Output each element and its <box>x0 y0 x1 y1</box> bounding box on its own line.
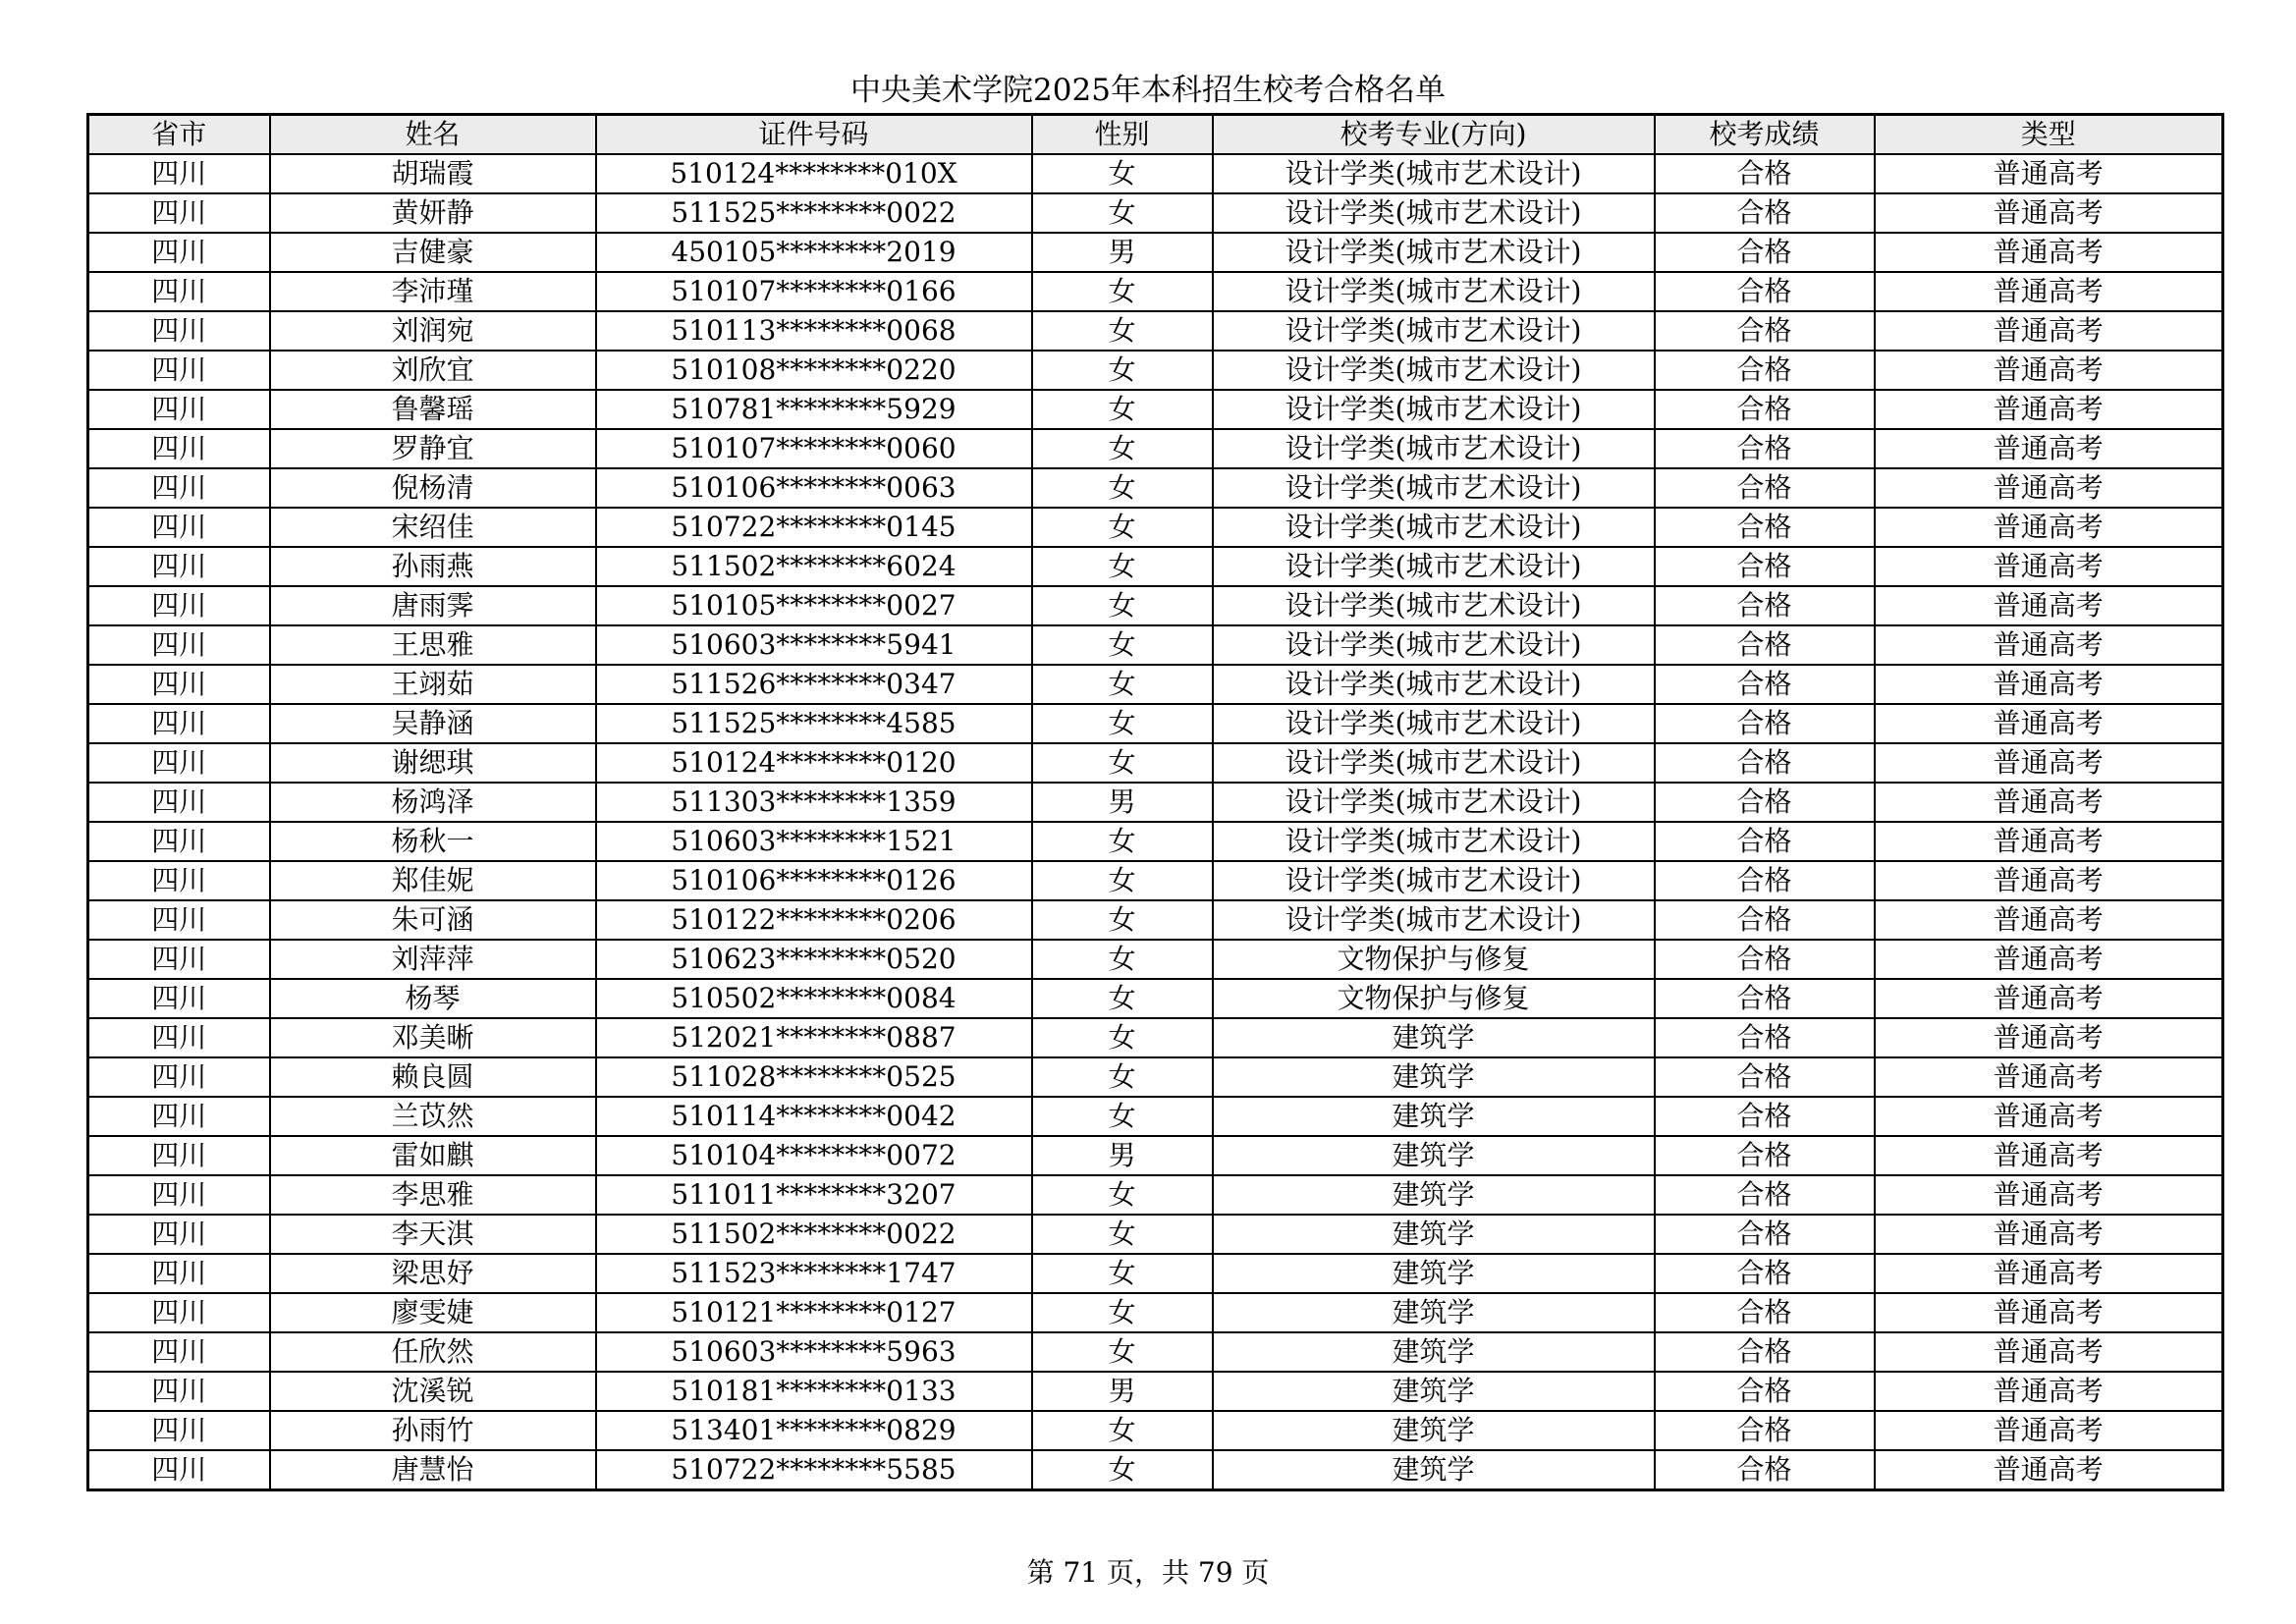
province-cell: 四川 <box>88 1372 270 1411</box>
result-cell: 合格 <box>1655 783 1875 822</box>
gender-cell: 女 <box>1032 1450 1213 1490</box>
name-cell: 杨鸿泽 <box>270 783 596 822</box>
result-cell: 合格 <box>1655 940 1875 979</box>
major-cell: 设计学类(城市艺术设计) <box>1213 233 1655 272</box>
result-cell: 合格 <box>1655 1136 1875 1175</box>
id-number-cell: 510107********0166 <box>596 272 1032 311</box>
name-cell: 倪杨清 <box>270 468 596 508</box>
province-cell: 四川 <box>88 704 270 743</box>
gender-cell: 女 <box>1032 1057 1213 1097</box>
id-number-cell: 510781********5929 <box>596 390 1032 429</box>
gender-cell: 女 <box>1032 1018 1213 1057</box>
result-cell: 合格 <box>1655 704 1875 743</box>
major-cell: 设计学类(城市艺术设计) <box>1213 351 1655 390</box>
province-cell: 四川 <box>88 665 270 704</box>
province-cell: 四川 <box>88 547 270 586</box>
table-row <box>88 193 2223 233</box>
gender-cell: 男 <box>1032 1372 1213 1411</box>
id-number-cell: 510722********0145 <box>596 508 1032 547</box>
result-cell: 合格 <box>1655 1057 1875 1097</box>
gender-cell: 女 <box>1032 468 1213 508</box>
province-cell: 四川 <box>88 743 270 783</box>
province-cell: 四川 <box>88 233 270 272</box>
gender-cell: 女 <box>1032 979 1213 1018</box>
name-cell: 沈溪锐 <box>270 1372 596 1411</box>
type-cell: 普通高考 <box>1875 783 2223 822</box>
column-header-gender: 性别 <box>1032 115 1213 155</box>
result-cell: 合格 <box>1655 1097 1875 1136</box>
type-cell: 普通高考 <box>1875 1215 2223 1254</box>
id-number-cell: 510104********0072 <box>596 1136 1032 1175</box>
gender-cell: 女 <box>1032 272 1213 311</box>
result-cell: 合格 <box>1655 351 1875 390</box>
column-header-result: 校考成绩 <box>1655 115 1875 155</box>
major-cell: 建筑学 <box>1213 1332 1655 1372</box>
name-cell: 李沛瑾 <box>270 272 596 311</box>
name-cell: 吉健豪 <box>270 233 596 272</box>
type-cell: 普通高考 <box>1875 704 2223 743</box>
result-cell: 合格 <box>1655 508 1875 547</box>
table-row <box>88 743 2223 783</box>
type-cell: 普通高考 <box>1875 1372 2223 1411</box>
name-cell: 李思雅 <box>270 1175 596 1215</box>
result-cell: 合格 <box>1655 743 1875 783</box>
table-row <box>88 1215 2223 1254</box>
name-cell: 杨琴 <box>270 979 596 1018</box>
id-number-cell: 510623********0520 <box>596 940 1032 979</box>
id-number-cell: 511028********0525 <box>596 1057 1032 1097</box>
table-row <box>88 1332 2223 1372</box>
table-row <box>88 979 2223 1018</box>
name-cell: 刘萍萍 <box>270 940 596 979</box>
id-number-cell: 510114********0042 <box>596 1097 1032 1136</box>
table-row <box>88 429 2223 468</box>
result-cell: 合格 <box>1655 233 1875 272</box>
id-number-cell: 510181********0133 <box>596 1372 1032 1411</box>
type-cell: 普通高考 <box>1875 1057 2223 1097</box>
result-cell: 合格 <box>1655 1254 1875 1293</box>
province-cell: 四川 <box>88 1293 270 1332</box>
table-row <box>88 1372 2223 1411</box>
type-cell: 普通高考 <box>1875 272 2223 311</box>
type-cell: 普通高考 <box>1875 586 2223 625</box>
table-row <box>88 390 2223 429</box>
id-number-cell: 510106********0126 <box>596 861 1032 900</box>
result-cell: 合格 <box>1655 1332 1875 1372</box>
id-number-cell: 511525********4585 <box>596 704 1032 743</box>
type-cell: 普通高考 <box>1875 468 2223 508</box>
id-number-cell: 510122********0206 <box>596 900 1032 940</box>
province-cell: 四川 <box>88 1215 270 1254</box>
major-cell: 设计学类(城市艺术设计) <box>1213 272 1655 311</box>
province-cell: 四川 <box>88 508 270 547</box>
province-cell: 四川 <box>88 468 270 508</box>
result-cell: 合格 <box>1655 900 1875 940</box>
name-cell: 唐慧怡 <box>270 1450 596 1490</box>
table-row <box>88 586 2223 625</box>
result-cell: 合格 <box>1655 193 1875 233</box>
type-cell: 普通高考 <box>1875 822 2223 861</box>
id-number-cell: 511523********1747 <box>596 1254 1032 1293</box>
id-number-cell: 511526********0347 <box>596 665 1032 704</box>
province-cell: 四川 <box>88 193 270 233</box>
table-row <box>88 1450 2223 1490</box>
name-cell: 赖良圆 <box>270 1057 596 1097</box>
type-cell: 普通高考 <box>1875 743 2223 783</box>
gender-cell: 女 <box>1032 822 1213 861</box>
id-number-cell: 510124********010X <box>596 154 1032 193</box>
id-number-cell: 513401********0829 <box>596 1411 1032 1450</box>
column-header-major: 校考专业(方向) <box>1213 115 1655 155</box>
name-cell: 兰苡然 <box>270 1097 596 1136</box>
major-cell: 建筑学 <box>1213 1057 1655 1097</box>
province-cell: 四川 <box>88 1097 270 1136</box>
result-cell: 合格 <box>1655 979 1875 1018</box>
province-cell: 四川 <box>88 351 270 390</box>
province-cell: 四川 <box>88 1411 270 1450</box>
table-body <box>88 154 2223 1490</box>
type-cell: 普通高考 <box>1875 1411 2223 1450</box>
major-cell: 设计学类(城市艺术设计) <box>1213 193 1655 233</box>
major-cell: 设计学类(城市艺术设计) <box>1213 743 1655 783</box>
id-number-cell: 512021********0887 <box>596 1018 1032 1057</box>
result-cell: 合格 <box>1655 1293 1875 1332</box>
province-cell: 四川 <box>88 822 270 861</box>
id-number-cell: 510106********0063 <box>596 468 1032 508</box>
major-cell: 设计学类(城市艺术设计) <box>1213 468 1655 508</box>
table-row <box>88 1136 2223 1175</box>
type-cell: 普通高考 <box>1875 233 2223 272</box>
province-cell: 四川 <box>88 1450 270 1490</box>
major-cell: 建筑学 <box>1213 1254 1655 1293</box>
major-cell: 设计学类(城市艺术设计) <box>1213 822 1655 861</box>
type-cell: 普通高考 <box>1875 979 2223 1018</box>
province-cell: 四川 <box>88 1254 270 1293</box>
type-cell: 普通高考 <box>1875 547 2223 586</box>
table-header <box>88 115 2223 155</box>
header-row <box>88 115 2223 155</box>
gender-cell: 女 <box>1032 586 1213 625</box>
name-cell: 黄妍静 <box>270 193 596 233</box>
name-cell: 吴静涵 <box>270 704 596 743</box>
type-cell: 普通高考 <box>1875 508 2223 547</box>
result-cell: 合格 <box>1655 1018 1875 1057</box>
id-number-cell: 510722********5585 <box>596 1450 1032 1490</box>
type-cell: 普通高考 <box>1875 861 2223 900</box>
id-number-cell: 510113********0068 <box>596 311 1032 351</box>
table-row <box>88 1411 2223 1450</box>
gender-cell: 女 <box>1032 1332 1213 1372</box>
gender-cell: 女 <box>1032 1097 1213 1136</box>
type-cell: 普通高考 <box>1875 429 2223 468</box>
name-cell: 刘欣宜 <box>270 351 596 390</box>
province-cell: 四川 <box>88 586 270 625</box>
column-header-type: 类型 <box>1875 115 2223 155</box>
major-cell: 文物保护与修复 <box>1213 979 1655 1018</box>
gender-cell: 女 <box>1032 429 1213 468</box>
gender-cell: 女 <box>1032 665 1213 704</box>
result-cell: 合格 <box>1655 547 1875 586</box>
id-number-cell: 510108********0220 <box>596 351 1032 390</box>
table-row <box>88 468 2223 508</box>
id-number-cell: 510603********5941 <box>596 625 1032 665</box>
major-cell: 设计学类(城市艺术设计) <box>1213 154 1655 193</box>
column-header-name: 姓名 <box>270 115 596 155</box>
type-cell: 普通高考 <box>1875 1450 2223 1490</box>
name-cell: 李天淇 <box>270 1215 596 1254</box>
table-row <box>88 351 2223 390</box>
province-cell: 四川 <box>88 783 270 822</box>
name-cell: 唐雨霁 <box>270 586 596 625</box>
table-row <box>88 1293 2223 1332</box>
id-number-cell: 450105********2019 <box>596 233 1032 272</box>
table-row <box>88 1175 2223 1215</box>
gender-cell: 女 <box>1032 940 1213 979</box>
province-cell: 四川 <box>88 429 270 468</box>
type-cell: 普通高考 <box>1875 193 2223 233</box>
type-cell: 普通高考 <box>1875 900 2223 940</box>
name-cell: 刘润宛 <box>270 311 596 351</box>
table-row <box>88 272 2223 311</box>
table-row <box>88 1057 2223 1097</box>
major-cell: 设计学类(城市艺术设计) <box>1213 900 1655 940</box>
result-cell: 合格 <box>1655 1215 1875 1254</box>
id-number-cell: 510603********1521 <box>596 822 1032 861</box>
name-cell: 王翊茹 <box>270 665 596 704</box>
table-row <box>88 783 2223 822</box>
province-cell: 四川 <box>88 979 270 1018</box>
table-row <box>88 547 2223 586</box>
province-cell: 四川 <box>88 272 270 311</box>
document-title: 中央美术学院2025年本科招生校考合格名单 <box>850 73 1446 108</box>
gender-cell: 女 <box>1032 1175 1213 1215</box>
id-number-cell: 510121********0127 <box>596 1293 1032 1332</box>
major-cell: 设计学类(城市艺术设计) <box>1213 508 1655 547</box>
type-cell: 普通高考 <box>1875 665 2223 704</box>
major-cell: 建筑学 <box>1213 1215 1655 1254</box>
result-cell: 合格 <box>1655 154 1875 193</box>
province-cell: 四川 <box>88 1136 270 1175</box>
gender-cell: 女 <box>1032 193 1213 233</box>
major-cell: 建筑学 <box>1213 1018 1655 1057</box>
province-cell: 四川 <box>88 1018 270 1057</box>
name-cell: 郑佳妮 <box>270 861 596 900</box>
result-cell: 合格 <box>1655 272 1875 311</box>
name-cell: 罗静宜 <box>270 429 596 468</box>
gender-cell: 女 <box>1032 390 1213 429</box>
id-number-cell: 510105********0027 <box>596 586 1032 625</box>
gender-cell: 男 <box>1032 233 1213 272</box>
major-cell: 建筑学 <box>1213 1372 1655 1411</box>
gender-cell: 女 <box>1032 625 1213 665</box>
major-cell: 设计学类(城市艺术设计) <box>1213 665 1655 704</box>
name-cell: 廖雯婕 <box>270 1293 596 1332</box>
gender-cell: 女 <box>1032 1293 1213 1332</box>
result-cell: 合格 <box>1655 390 1875 429</box>
major-cell: 设计学类(城市艺术设计) <box>1213 704 1655 743</box>
province-cell: 四川 <box>88 154 270 193</box>
gender-cell: 男 <box>1032 783 1213 822</box>
table-row <box>88 1018 2223 1057</box>
major-cell: 设计学类(城市艺术设计) <box>1213 311 1655 351</box>
type-cell: 普通高考 <box>1875 1254 2223 1293</box>
name-cell: 宋绍佳 <box>270 508 596 547</box>
result-cell: 合格 <box>1655 1411 1875 1450</box>
province-cell: 四川 <box>88 625 270 665</box>
gender-cell: 女 <box>1032 900 1213 940</box>
major-cell: 设计学类(城市艺术设计) <box>1213 547 1655 586</box>
type-cell: 普通高考 <box>1875 351 2223 390</box>
gender-cell: 女 <box>1032 1411 1213 1450</box>
province-cell: 四川 <box>88 1057 270 1097</box>
gender-cell: 女 <box>1032 861 1213 900</box>
name-cell: 邓美晰 <box>270 1018 596 1057</box>
major-cell: 设计学类(城市艺术设计) <box>1213 586 1655 625</box>
id-number-cell: 511502********6024 <box>596 547 1032 586</box>
province-cell: 四川 <box>88 900 270 940</box>
major-cell: 建筑学 <box>1213 1136 1655 1175</box>
name-cell: 胡瑞霞 <box>270 154 596 193</box>
id-number-cell: 511502********0022 <box>596 1215 1032 1254</box>
result-cell: 合格 <box>1655 665 1875 704</box>
major-cell: 设计学类(城市艺术设计) <box>1213 429 1655 468</box>
major-cell: 建筑学 <box>1213 1411 1655 1450</box>
name-cell: 孙雨燕 <box>270 547 596 586</box>
gender-cell: 女 <box>1032 154 1213 193</box>
result-cell: 合格 <box>1655 1450 1875 1490</box>
gender-cell: 女 <box>1032 704 1213 743</box>
id-number-cell: 510124********0120 <box>596 743 1032 783</box>
admission-table <box>86 113 2224 1491</box>
id-number-cell: 511303********1359 <box>596 783 1032 822</box>
table-row <box>88 665 2223 704</box>
gender-cell: 女 <box>1032 351 1213 390</box>
table-row <box>88 1097 2223 1136</box>
gender-cell: 女 <box>1032 1254 1213 1293</box>
gender-cell: 女 <box>1032 547 1213 586</box>
province-cell: 四川 <box>88 1332 270 1372</box>
major-cell: 文物保护与修复 <box>1213 940 1655 979</box>
table-row <box>88 861 2223 900</box>
name-cell: 谢缌琪 <box>270 743 596 783</box>
column-header-id-number: 证件号码 <box>596 115 1032 155</box>
id-number-cell: 510107********0060 <box>596 429 1032 468</box>
result-cell: 合格 <box>1655 822 1875 861</box>
table-row <box>88 900 2223 940</box>
result-cell: 合格 <box>1655 586 1875 625</box>
type-cell: 普通高考 <box>1875 1018 2223 1057</box>
table-row <box>88 822 2223 861</box>
gender-cell: 女 <box>1032 508 1213 547</box>
major-cell: 设计学类(城市艺术设计) <box>1213 390 1655 429</box>
name-cell: 梁思妤 <box>270 1254 596 1293</box>
province-cell: 四川 <box>88 1175 270 1215</box>
gender-cell: 女 <box>1032 311 1213 351</box>
type-cell: 普通高考 <box>1875 1332 2223 1372</box>
major-cell: 建筑学 <box>1213 1450 1655 1490</box>
province-cell: 四川 <box>88 390 270 429</box>
id-number-cell: 510502********0084 <box>596 979 1032 1018</box>
result-cell: 合格 <box>1655 625 1875 665</box>
province-cell: 四川 <box>88 311 270 351</box>
type-cell: 普通高考 <box>1875 154 2223 193</box>
province-cell: 四川 <box>88 940 270 979</box>
table-row <box>88 508 2223 547</box>
name-cell: 鲁馨瑶 <box>270 390 596 429</box>
major-cell: 建筑学 <box>1213 1293 1655 1332</box>
province-cell: 四川 <box>88 861 270 900</box>
table-row <box>88 704 2223 743</box>
result-cell: 合格 <box>1655 311 1875 351</box>
result-cell: 合格 <box>1655 468 1875 508</box>
major-cell: 建筑学 <box>1213 1097 1655 1136</box>
page-footer: 第 71 页，共 79 页 <box>1026 1556 1270 1589</box>
table-row <box>88 1254 2223 1293</box>
type-cell: 普通高考 <box>1875 940 2223 979</box>
table-row <box>88 233 2223 272</box>
major-cell: 建筑学 <box>1213 1175 1655 1215</box>
id-number-cell: 511525********0022 <box>596 193 1032 233</box>
result-cell: 合格 <box>1655 1372 1875 1411</box>
gender-cell: 男 <box>1032 1136 1213 1175</box>
major-cell: 设计学类(城市艺术设计) <box>1213 625 1655 665</box>
gender-cell: 女 <box>1032 1215 1213 1254</box>
table-row <box>88 940 2223 979</box>
type-cell: 普通高考 <box>1875 625 2223 665</box>
result-cell: 合格 <box>1655 1175 1875 1215</box>
id-number-cell: 511011********3207 <box>596 1175 1032 1215</box>
type-cell: 普通高考 <box>1875 1175 2223 1215</box>
name-cell: 孙雨竹 <box>270 1411 596 1450</box>
type-cell: 普通高考 <box>1875 1136 2223 1175</box>
table-row <box>88 154 2223 193</box>
gender-cell: 女 <box>1032 743 1213 783</box>
type-cell: 普通高考 <box>1875 390 2223 429</box>
name-cell: 王思雅 <box>270 625 596 665</box>
name-cell: 杨秋一 <box>270 822 596 861</box>
major-cell: 设计学类(城市艺术设计) <box>1213 783 1655 822</box>
name-cell: 任欣然 <box>270 1332 596 1372</box>
id-number-cell: 510603********5963 <box>596 1332 1032 1372</box>
column-header-province: 省市 <box>88 115 270 155</box>
type-cell: 普通高考 <box>1875 311 2223 351</box>
type-cell: 普通高考 <box>1875 1097 2223 1136</box>
name-cell: 朱可涵 <box>270 900 596 940</box>
table-row <box>88 311 2223 351</box>
major-cell: 设计学类(城市艺术设计) <box>1213 861 1655 900</box>
table-row <box>88 625 2223 665</box>
name-cell: 雷如麒 <box>270 1136 596 1175</box>
type-cell: 普通高考 <box>1875 1293 2223 1332</box>
result-cell: 合格 <box>1655 429 1875 468</box>
result-cell: 合格 <box>1655 861 1875 900</box>
